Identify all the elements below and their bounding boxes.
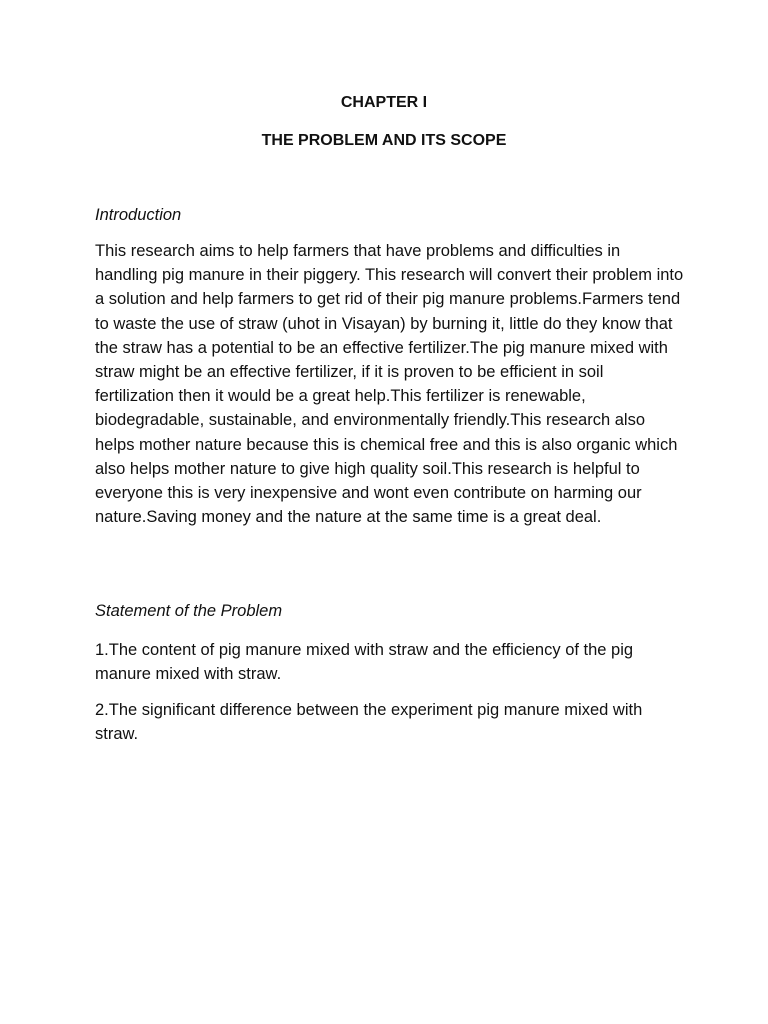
problem-item-2: 2.The significant difference between the experiment pig manure mixed with straw.: [95, 701, 643, 744]
chapter-title: THE PROBLEM AND ITS SCOPE: [261, 132, 507, 149]
problem-item-1: 1.The content of pig manure mixed with straw and the efficiency of the pig manure mixed with straw.: [95, 641, 634, 684]
chapter-number: CHAPTER I: [340, 94, 428, 111]
introduction-heading: Introduction: [95, 206, 182, 224]
introduction-paragraph: This research aims to help farmers that have problems and difficulties in handling pig manure in their piggery. This research will convert their problem into a solution and help farmers to get rid of their pig manure problems.Farmers tend to waste the use of straw (uhot in Visayan) by burning it, little do they know that the straw has a potential to be an effective fertilizer.The pig manure mixed with straw might be an effective fertilizer, if it is proven to be efficient in soil fertilization then it would be a great help.This fertilizer is renewable, biodegradable, sustainable, and environmentally friendly.This research also helps mother nature because this is chemical free and this is also organic which also helps mother nature to give high quality soil.This research is helpful to everyone this is very inexpensive and wont even contribute on harming our nature.Saving money and the nature at the same time is a great deal.: [95, 242, 684, 527]
statement-of-problem-heading: Statement of the Problem: [95, 602, 283, 620]
